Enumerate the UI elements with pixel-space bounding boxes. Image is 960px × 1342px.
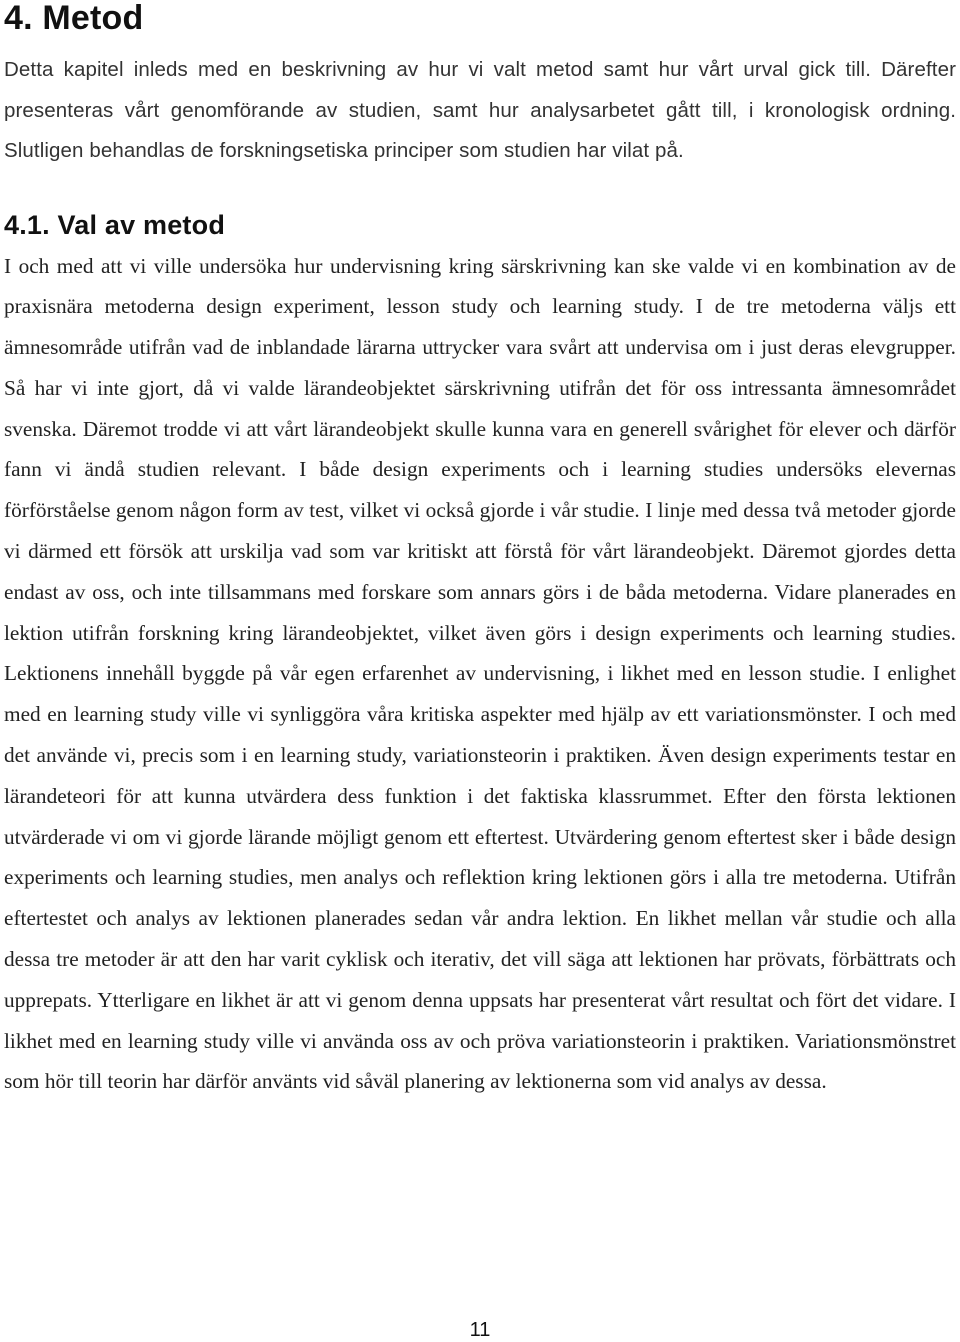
chapter-title: 4. Metod (4, 0, 144, 37)
section-title: 4.1. Val av metod (4, 209, 226, 240)
section-body-paragraph: I och med att vi ville undersöka hur undervisning kring särskrivning kan ske valde vi en kombination av de praxisnära metoderna design experiment, lesson study och learning study. I de tre metoderna väljs ett ämnesområde utifrån vad de inblandade lärarna uttrycker vara svårt att undervisa om i just deras elevgrupper. Så har vi inte gjort, då vi valde lärandeobjektet särskrivning utifrån det för oss intressanta ämnesområdet svenska. Däremot trodde vi att vårt lärandeobjekt skulle kunna vara en generell svårighet för elever och därför fann vi ändå studien relevant. I både design experiments och i learning studies undersöks elevernas förförståelse genom någon form av test, vilket vi också gjorde i vår studie. I linje med dessa två metoder gjorde vi därmed ett försök att urskilja vad som var kritiskt att förstå för vårt lärandeobjekt. Däremot gjordes detta endast av oss, och inte tillsammans med forskare som annars görs i de båda metoderna. Vidare planerades en lektion utifrån forskning kring lärandeobjektet, vilket även görs i design experiments och learning studies. Lektionens innehåll byggde på vår egen erfarenhet av undervisning, i likhet med en lesson studie. I enlighet med en learning study ville vi synliggöra våra kritiska aspekter med hjälp av ett variationsmönster. I och med det använde vi, precis som i en learning study, variationsteorin i praktiken. Även design experiments testar en lärandeteori för att kunna utvärdera dess funktion i det faktiska klassrummet. Efter den första lektionen utvärderade vi om vi gjorde lärande möjligt genom ett eftertest. Utvärdering genom eftertest sker i både design experiments och learning studies, men analys och reflektion kring lektionen görs i alla tre metoderna. Utifrån eftertestet och analys av lektionen planerades sedan vår andra lektion. En likhet mellan vår studie och alla dessa tre metoder är att den har varit cyklisk och iterativ, det vill säga att lektionen har prövats, förbättrats och upprepats. Ytterligare en likhet är att vi genom denna uppsats har presenterat vårt resultat och fört det vidare. I likhet med en learning study ville vi använda oss av och pröva variationsteorin i praktiken. Variationsmönstret som hör till teorin har därför använts vid såväl planering av lektionerna som vid analys av dessa. (4, 253, 956, 1094)
chapter-intro-paragraph: Detta kapitel inleds med en beskrivning av hur vi valt metod samt hur vårt urval gick till. Därefter presenteras vårt genomförande av studien, samt hur analysarbetet gått till, i kronologisk ordning. Slutligen behandlas de forskningsetiska principer som studien har vilat på. (4, 58, 956, 162)
page-number: 11 (469, 1319, 491, 1341)
